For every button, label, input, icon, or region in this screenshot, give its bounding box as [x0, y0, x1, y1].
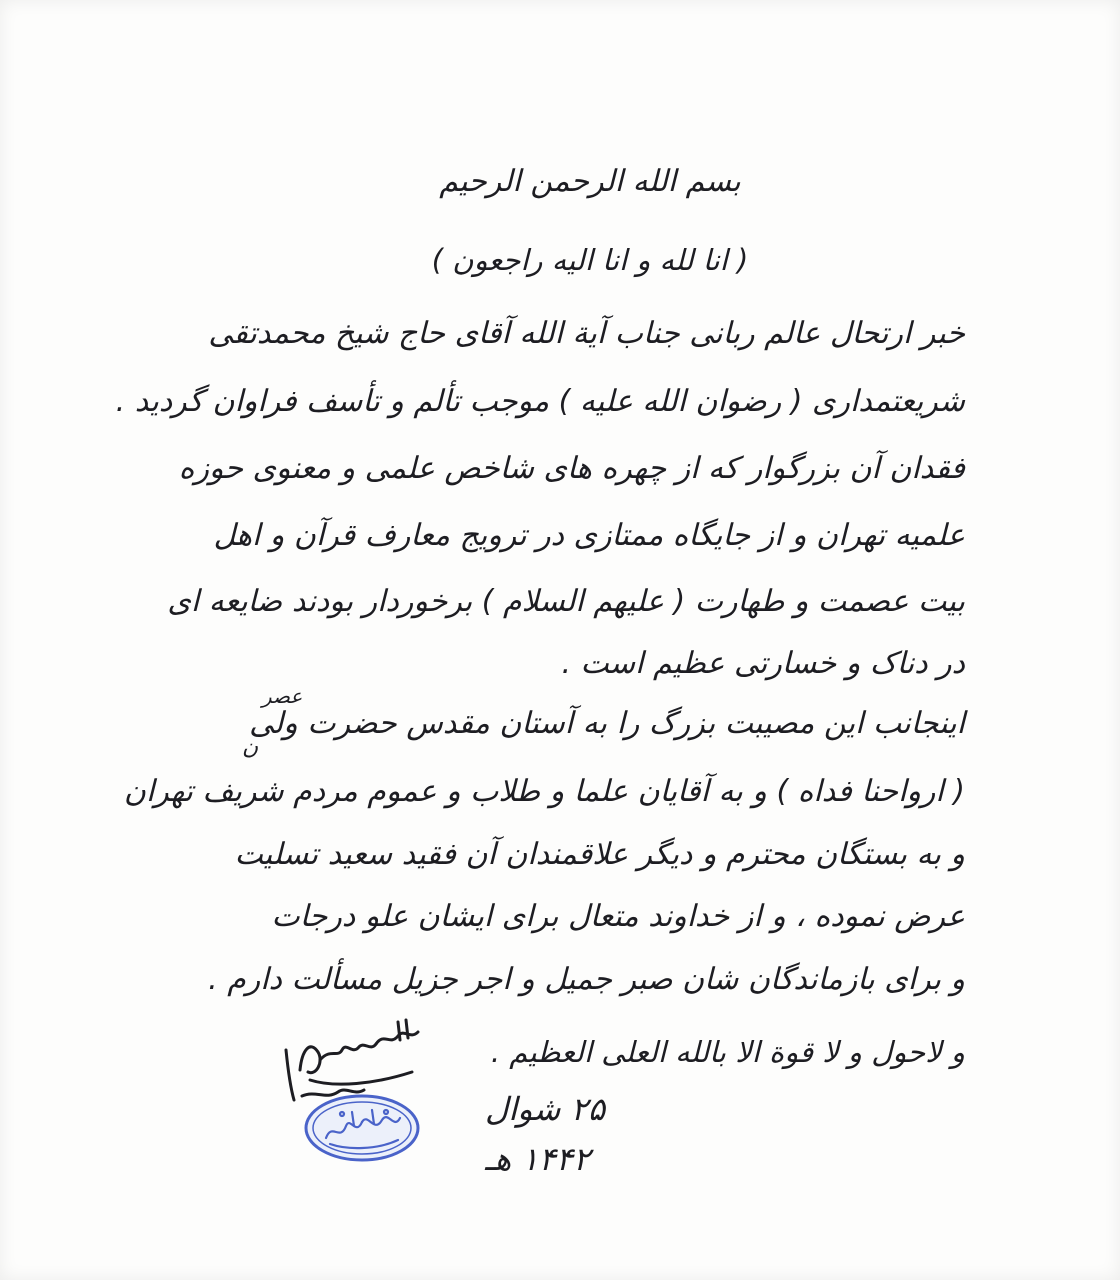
- body-line-9: و به بستگان محترم و دیگر علاقمندان آن فقید سعید تسلیت: [234, 837, 965, 872]
- body-line-8: ( ارواحنا فداه ) و به آقایان علما و طلاب و عموم مردم شریف تهران: [123, 774, 965, 809]
- body-line-1: خبر ارتحال عالم ربانی جناب آیة الله آقای حاج شیخ محمدتقی: [208, 316, 965, 351]
- body-line-6: در دناک و خسارتی عظیم است .: [561, 646, 965, 681]
- closing-line: و لاحول و لا قوة الا بالله العلی العظیم .: [490, 1035, 965, 1069]
- interlinear-correction-asr: عصر: [262, 684, 303, 708]
- basmala-heading: بسم الله الرحمن الرحیم: [439, 164, 741, 199]
- istirja-line: ( انا لله و انا الیه راجعون ): [431, 243, 749, 277]
- ink-seal-stamp: [302, 1092, 422, 1164]
- date-day: ۲۵ شوال: [485, 1090, 606, 1128]
- body-line-5: بیت عصمت و طهارت ( علیهم السلام ) برخوردار بودند ضایعه ای: [167, 584, 965, 619]
- body-line-10: عرض نموده ، و از خداوند متعال برای ایشان علو درجات: [271, 899, 965, 934]
- interlinear-correction-nun: ن: [242, 735, 259, 760]
- body-line-11: و برای بازماندگان شان صبر جمیل و اجر جزیل مسألت دارم .: [208, 962, 965, 997]
- body-line-2: شریعتمداری ( رضوان الله علیه ) موجب تألم و تأسف فراوان گردید .: [115, 384, 965, 419]
- date-year: ۱۴۴۲ هـ: [485, 1140, 591, 1178]
- body-line-3: فقدان آن بزرگوار که از چهره های شاخص علمی و معنوی حوزه: [178, 451, 965, 486]
- body-line-7: اینجانب این مصیبت بزرگ را به آستان مقدس حضرت ولی: [249, 706, 965, 741]
- body-line-4: علمیه تهران و از جایگاه ممتازی در ترویج معارف قرآن و اهل: [213, 518, 965, 553]
- handwritten-signature: [280, 1010, 430, 1105]
